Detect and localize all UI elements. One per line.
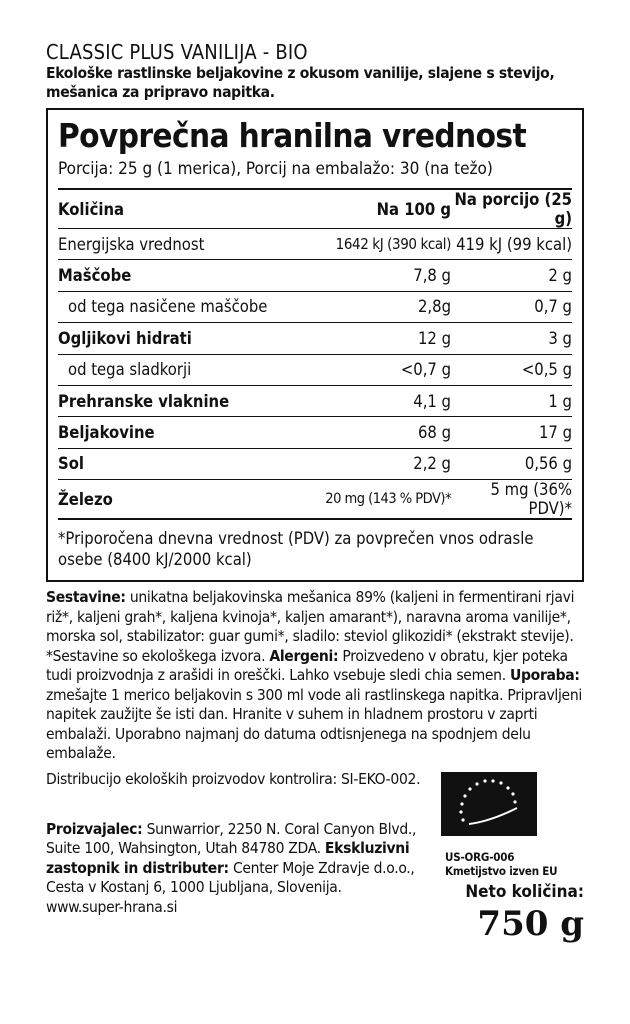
producer-block: [46, 820, 426, 918]
per-100g-value: 7,8 g: [325, 260, 451, 291]
distribution-control: Distribucijo ekoloških proizvodov kontrolira: SI-EKO-002.: [46, 769, 421, 788]
table-row: [58, 417, 572, 448]
product-name: CLASSIC PLUS VANILIJA - BIO: [46, 40, 308, 64]
panel-title: Povprečna hranilna vrednost: [58, 116, 527, 155]
allergens-text: Proizvedeno v obratu, kjer poteka tudi proizvodnja z arašidi in oreščki. Lahko vsebuje sledi chia semen.: [46, 646, 568, 685]
per-100g-value: <0,7 g: [325, 354, 451, 385]
nutrient-name: Prehranske vlaknine: [58, 385, 325, 416]
nutrition-table: [58, 190, 572, 520]
per-serving-value: 5 mg (36% PDV)*: [451, 480, 572, 520]
eu-organic-leaf-icon: [441, 772, 537, 836]
organic-note: *Sestavine so ekološkega izvora.: [46, 646, 270, 665]
usage-text: zmešajte 1 merico beljakovin s 300 ml vode ali rastlinskega napitka. Pripravljeni napitek zaužijte še isti dan. Hranite v suhem in hladnem prostoru v zaprti embalaži. Uporabno najmanj do datuma odtisnjenega na spodnjem delu embalaže.: [46, 685, 582, 763]
table-row: [58, 354, 572, 385]
net-quantity-value: 750 g: [477, 903, 584, 944]
table-row: [58, 448, 572, 479]
nutrient-name: Energijska vrednost: [58, 229, 325, 260]
per-100g-value: 12 g: [325, 323, 451, 354]
table-row: [58, 260, 572, 291]
per-serving-value: 17 g: [451, 417, 572, 448]
ingredients-label: Sestavine:: [46, 588, 126, 607]
nutrient-name: Beljakovine: [58, 417, 325, 448]
per-100g-value: 20 mg (143 % PDV)*: [325, 480, 451, 520]
nutrient-name: Železo: [58, 480, 325, 520]
table-row: [58, 385, 572, 416]
net-quantity-label: Neto količina:: [465, 881, 584, 902]
ingredients-block: [46, 588, 584, 764]
eu-code-block: [445, 850, 557, 878]
allergens-label: Alergeni:: [269, 646, 339, 665]
per-serving-value: 419 kJ (99 kcal): [451, 229, 572, 260]
per-serving-value: 0,56 g: [451, 448, 572, 479]
per-100g-value: 1642 kJ (390 kcal): [325, 229, 451, 260]
nutrition-panel: [46, 108, 584, 582]
website-link: www.super-hrana.si: [46, 897, 178, 916]
per-serving-value: 0,7 g: [451, 291, 572, 322]
column-header-per-100g: Na 100 g: [325, 190, 451, 229]
per-100g-value: 2,8g: [325, 291, 451, 322]
nutrient-name: od tega nasičene maščobe: [58, 291, 325, 322]
per-serving-value: <0,5 g: [451, 354, 572, 385]
table-row: [58, 229, 572, 260]
distributor-text: Center Moje Zdravje d.o.o., Cesta v Kostanj 6, 1000 Ljubljana, Slovenija.: [46, 858, 415, 897]
per-serving-value: 1 g: [451, 385, 572, 416]
table-header-row: [58, 190, 572, 229]
per-serving-value: 2 g: [451, 260, 572, 291]
eu-origin: Kmetijstvo izven EU: [445, 863, 558, 878]
column-header-quantity: Količina: [58, 190, 325, 229]
bottom-section: [46, 770, 584, 960]
per-100g-value: 4,1 g: [325, 385, 451, 416]
nutrient-name: Ogljikovi hidrati: [58, 323, 325, 354]
per-100g-value: 2,2 g: [325, 448, 451, 479]
table-row: [58, 480, 572, 520]
per-100g-value: 68 g: [325, 417, 451, 448]
nutrient-name: Maščobe: [58, 260, 325, 291]
per-serving-value: 3 g: [451, 323, 572, 354]
table-row: [58, 291, 572, 322]
serving-info: Porcija: 25 g (1 merica), Porcij na embalažo: 30 (na težo): [58, 158, 572, 190]
producer-text: Sunwarrior, 2250 N. Coral Canyon Blvd., Suite 100, Wahsington, Utah 84780 ZDA.: [46, 819, 417, 858]
label-content: [46, 40, 584, 960]
pdv-note: *Priporočena dnevna vrednost (PDV) za povprečen vnos odrasle osebe (8400 kJ/2000 kcal): [58, 529, 534, 570]
product-description: Ekološke rastlinske beljakovine z okusom vanilije, slajene s stevijo, mešanica za pripravo napitka.: [46, 64, 555, 101]
producer-label: Proizvajalec:: [46, 819, 143, 838]
column-header-per-serving: Na porcijo (25 g): [451, 190, 572, 229]
eu-code: US-ORG-006: [445, 849, 515, 864]
nutrient-name: Sol: [58, 448, 325, 479]
distributor-label: Ekskluzivni zastopnik in distributer:: [46, 839, 410, 877]
ingredients-text: unikatna beljakovinska mešanica 89% (kaljeni in fermentirani rjavi riž*, kaljeni grah*, kaljena kvinoja*, kaljen amarant*), naravna aroma vanilije*, morska sol, stabilizator: guar gumi*, sladilo: steviol glikozidi* (ekstrakt stevije).: [46, 588, 575, 646]
usage-label: Uporaba:: [509, 666, 580, 685]
table-row: [58, 323, 572, 354]
nutrient-name: od tega sladkorji: [58, 354, 325, 385]
